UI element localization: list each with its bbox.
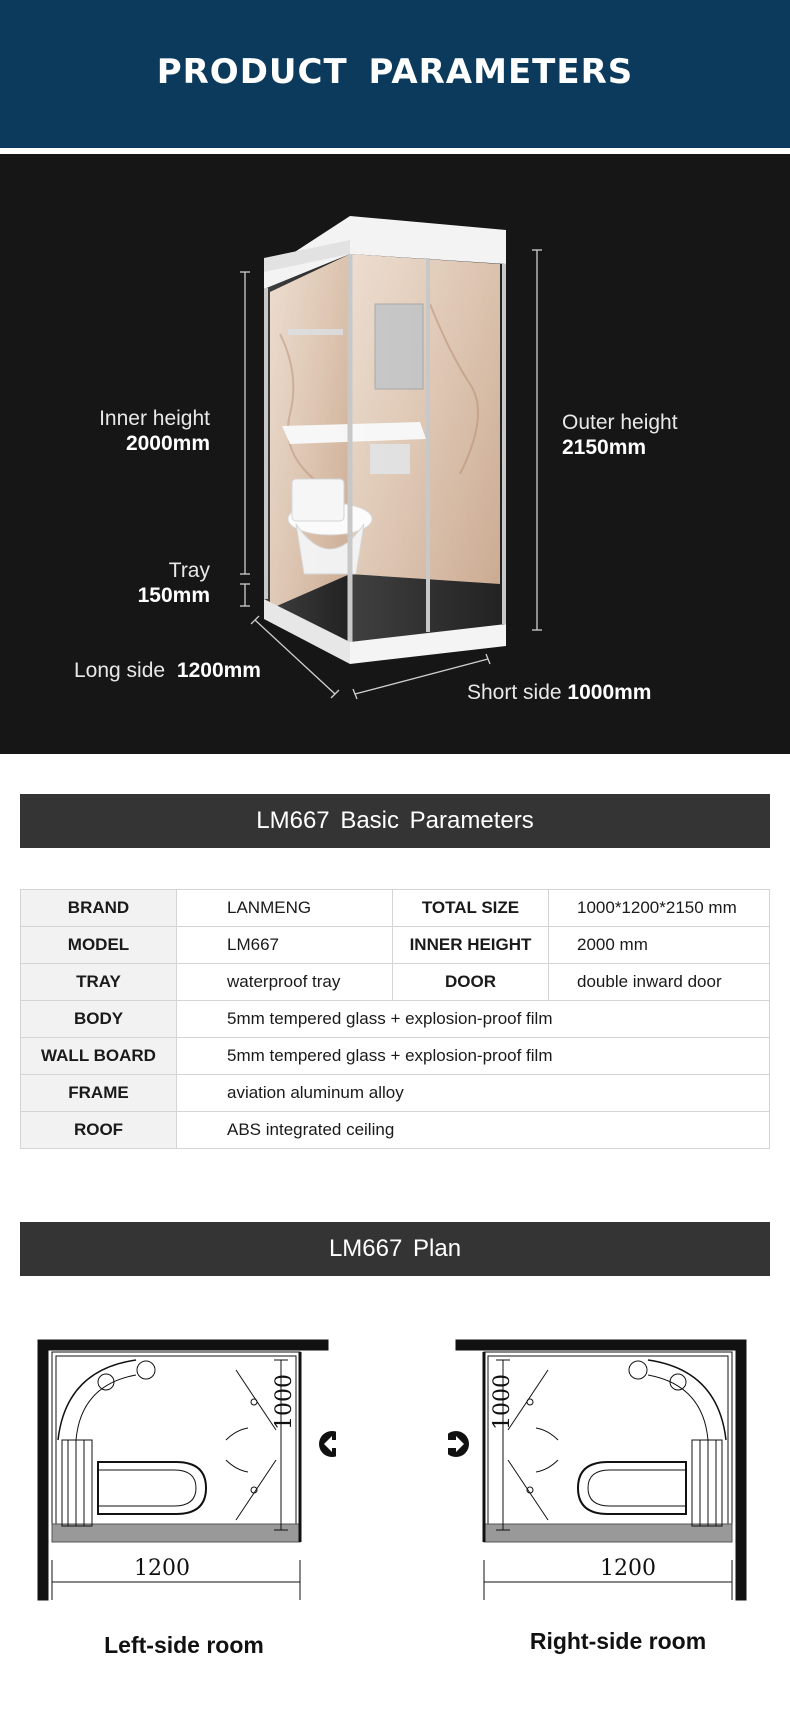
param-value: 1000*1200*2150 mm — [549, 890, 770, 927]
inner-height-callout — [86, 406, 210, 456]
outer-height-callout — [562, 410, 678, 460]
tray-value: 150mm — [137, 584, 210, 608]
table-row — [21, 890, 770, 927]
param-key: TRAY — [21, 964, 177, 1001]
param-key: BRAND — [21, 890, 177, 927]
right-plan-width-dim: 1200 — [600, 1556, 656, 1581]
basic-parameters-heading: LM667 Basic Parameters — [20, 794, 770, 848]
param-value: LANMENG — [177, 890, 393, 927]
outer-height-value: 2150mm — [562, 436, 647, 460]
param-key: TOTAL SIZE — [393, 890, 549, 927]
table-row — [21, 964, 770, 1001]
param-value: 5mm tempered glass + explosion-proof film — [177, 1038, 770, 1075]
param-key: DOOR — [393, 964, 549, 1001]
right-side-plan — [448, 1330, 748, 1630]
param-key: FRAME — [21, 1075, 177, 1112]
param-value: LM667 — [177, 927, 393, 964]
right-plan-caption: Right-side room — [529, 1628, 707, 1654]
right-plan-depth-dim: 1000 — [490, 1374, 515, 1430]
long-side-label: Long side — [74, 659, 166, 682]
left-plan-caption: Left-side room — [104, 1632, 264, 1658]
param-key: WALL BOARD — [21, 1038, 177, 1075]
short-side-label: Short side — [467, 681, 562, 704]
param-key: BODY — [21, 1001, 177, 1038]
table-row — [21, 1112, 770, 1149]
long-side-value: 1200mm — [176, 659, 261, 682]
outer-height-label: Outer height — [562, 411, 678, 434]
tray-label: Tray — [168, 559, 210, 582]
param-value: 2000 mm — [549, 927, 770, 964]
param-key: INNER HEIGHT — [393, 927, 549, 964]
inner-height-value: 2000mm — [125, 432, 210, 456]
parameters-table — [20, 889, 770, 1149]
param-value: ABS integrated ceiling — [177, 1112, 770, 1149]
table-row — [21, 1038, 770, 1075]
param-key: ROOF — [21, 1112, 177, 1149]
product-photo — [0, 154, 790, 754]
tray-callout — [96, 558, 210, 608]
param-value: aviation aluminum alloy — [177, 1075, 770, 1112]
page-title: PRODUCT PARAMETERS — [156, 52, 634, 92]
left-plan-depth-dim: 1000 — [272, 1374, 297, 1430]
param-key: MODEL — [21, 927, 177, 964]
param-value: 5mm tempered glass + explosion-proof film — [177, 1001, 770, 1038]
table-row — [21, 1075, 770, 1112]
long-side-callout — [74, 658, 261, 683]
short-side-value: 1000mm — [567, 681, 652, 704]
left-plan-width-dim: 1200 — [134, 1556, 190, 1581]
short-side-callout — [467, 680, 651, 705]
page-header — [0, 0, 790, 148]
param-value: double inward door — [549, 964, 770, 1001]
plan-heading: LM667 Plan — [20, 1222, 770, 1276]
left-side-plan — [36, 1330, 336, 1630]
param-value: waterproof tray — [177, 964, 393, 1001]
inner-height-label: Inner height — [99, 407, 210, 430]
table-row — [21, 1001, 770, 1038]
table-row — [21, 927, 770, 964]
